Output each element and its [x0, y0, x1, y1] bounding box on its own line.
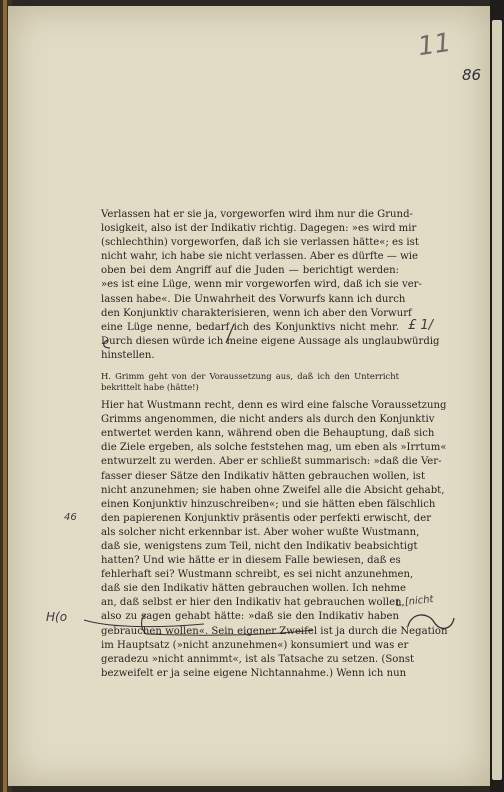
para1-line: Durch diesen würde ich meine eigene Aussage als unglaubwürdig — [101, 335, 440, 347]
para1-line: nicht wahr, ich habe sie nicht verlassen. Aber es dürfte — wie — [101, 251, 418, 263]
paragraph-2 — [101, 399, 448, 681]
para2-line: bezweifelt er ja seine eigene Nichtannahme.) Wenn ich nun — [101, 667, 407, 679]
para2-line: entwertet werden kann, während oben die Behauptung, daß sich — [101, 428, 435, 440]
main-text-block — [101, 208, 448, 681]
para2-line: nicht anzunehmen; sie haben ohne Zweifel alle die Absicht gehabt, — [101, 484, 445, 496]
para2-line: einen Konjunktiv hinzuschreiben«; und sie hätten eben fälschlich — [101, 498, 436, 510]
left-margin-note-2: H(o — [46, 610, 68, 624]
para1-line: eine Lüge nenne, bedarf ich des Konjunktivs nicht mehr. — [101, 321, 399, 333]
para1-line: hinstellen. — [101, 349, 155, 361]
para2-line: fehlerhaft sei? Wustmann schreibt, es sei nicht anzunehmen, — [101, 569, 414, 581]
para2-line: geradezu »nicht annimmt«, ist als Tatsache zu setzen. (Sonst — [101, 653, 415, 665]
ink-page-number: 86 — [462, 66, 482, 84]
para2-line: also zu sagen gehabt hätte: »daß sie den Indikativ haben — [101, 611, 399, 623]
para2-line: entwurzelt zu werden. Aber er schließt summarisch: »daß die Ver- — [101, 456, 442, 468]
section-head-line: bekrittelt habe (hätte!) — [101, 382, 199, 393]
para1-line: losigkeit, also ist der Indikativ richtig. Dagegen: »es wird mir — [101, 223, 417, 235]
para2-line: daß sie den Indikativ hätten gebrauchen wollen. Ich nehme — [101, 583, 406, 595]
para2-line: Hier hat Wustmann recht, denn es wird eine falsche Voraussetzung — [101, 400, 447, 412]
para2-line: daß sie, wenigstens zum Teil, nicht den Indikativ beabsichtigt — [101, 540, 418, 552]
para1-line: Verlassen hat er sie ja, vorgeworfen wird ihm nur die Grund- — [101, 209, 413, 220]
left-margin-note-1: 46 — [64, 512, 77, 523]
para1-line: den Konjunktiv charakterisieren, wenn ich aber den Vorwurf — [101, 307, 412, 319]
para1-line: (schlechthin) vorgeworfen, daß ich sie verlassen hätte«; es ist — [101, 237, 419, 249]
para2-line: die Ziele ergeben, als solche feststehen mag, um eben als »Irrtum« — [101, 442, 447, 454]
para2-line: gebrauchen wollen«. Sein eigener Zweifel ist ja durch die Negation — [101, 625, 448, 637]
para2-line: im Hauptsatz (»nicht anzunehmen«) konsumiert und was er — [101, 639, 409, 651]
section-head-line: H. Grimm geht von der Voraussetzung aus, daß ich den Unterricht — [101, 371, 399, 382]
pencil-page-number: 11 — [416, 27, 454, 63]
right-margin-note-1: £ 1/ — [408, 318, 434, 333]
paragraph-1 — [101, 208, 440, 363]
para2-line: hatten? Und wie hätte er in diesem Falle bewiesen, daß es — [101, 555, 401, 567]
para2-line: Grimms angenommen, die nicht anders als durch den Konjunktiv — [101, 414, 435, 426]
section-heading — [101, 371, 399, 393]
para1-line: oben bei dem Angriff auf die Juden — berichtigt werden: — [101, 265, 399, 277]
para2-line: den papierenen Konjunktiv präsentis oder perfekti erwischt, der — [101, 512, 432, 524]
right-margin-note-2: L [nicht — [395, 594, 435, 609]
para2-line: fasser dieser Sätze den Indikativ hätten gebrauchen wollen, ist — [101, 470, 426, 482]
para1-line: »es ist eine Lüge, wenn mir vorgeworfen wird, daß ich sie ver- — [101, 279, 422, 291]
para2-line: an, daß selbst er hier den Indikativ hat gebrauchen wollen, — [101, 597, 405, 609]
para2-line: als solcher nicht erkennbar ist. Aber woher wußte Wustmann, — [101, 526, 420, 538]
para1-line: lassen habe«. Die Unwahrheit des Vorwurfs kann ich durch — [101, 293, 406, 305]
